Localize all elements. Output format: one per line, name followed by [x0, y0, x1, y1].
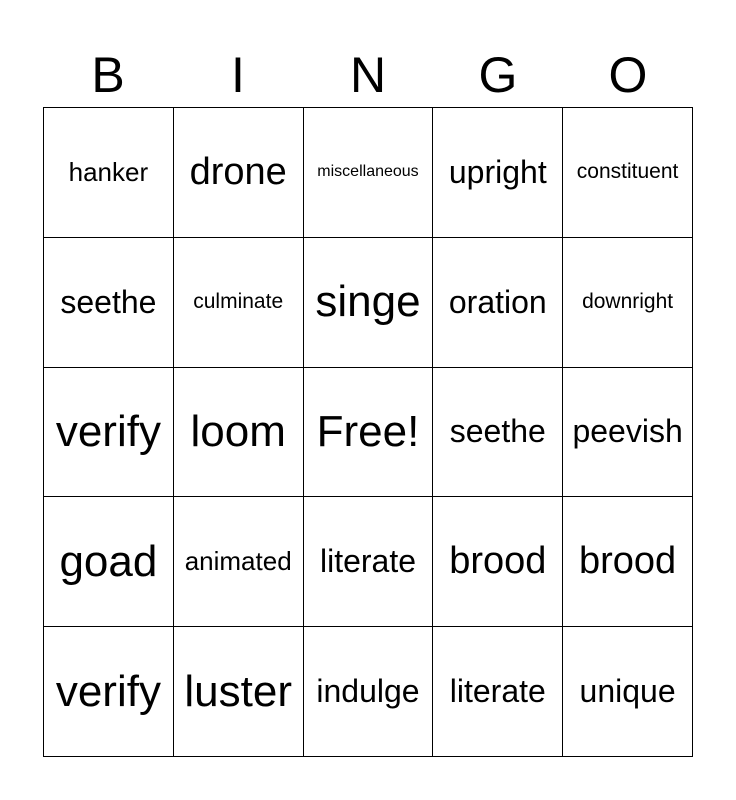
bingo-cell-r4-c4[interactable]: brood [433, 497, 563, 627]
bingo-cell-r1-c4[interactable]: upright [433, 108, 563, 238]
header-letter-o: O [608, 47, 648, 103]
bingo-cell-r2-c2[interactable]: culminate [174, 238, 304, 368]
header-letter-g: G [478, 47, 518, 103]
bingo-cell-r5-c5[interactable]: unique [563, 627, 693, 757]
bingo-cell-r5-c1[interactable]: verify [44, 627, 174, 757]
bingo-cell-r1-c5[interactable]: constituent [563, 108, 693, 238]
bingo-grid [43, 107, 693, 757]
bingo-cell-r5-c4[interactable]: literate [433, 627, 563, 757]
bingo-cell-r3-c1[interactable]: verify [44, 368, 174, 498]
bingo-cell-r4-c2[interactable]: animated [174, 497, 304, 627]
bingo-cell-r2-c4[interactable]: oration [433, 238, 563, 368]
bingo-header [43, 44, 693, 106]
bingo-cell-r2-c3[interactable]: singe [304, 238, 434, 368]
bingo-cell-r4-c5[interactable]: brood [563, 497, 693, 627]
bingo-cell-r1-c1[interactable]: hanker [44, 108, 174, 238]
bingo-cell-r4-c1[interactable]: goad [44, 497, 174, 627]
bingo-cell-r2-c1[interactable]: seethe [44, 238, 174, 368]
bingo-cell-r5-c2[interactable]: luster [174, 627, 304, 757]
bingo-cell-r3-c2[interactable]: loom [174, 368, 304, 498]
bingo-cell-r1-c3[interactable]: miscellaneous [304, 108, 434, 238]
bingo-cell-r4-c3[interactable]: literate [304, 497, 434, 627]
bingo-cell-r5-c3[interactable]: indulge [304, 627, 434, 757]
bingo-cell-free[interactable]: Free! [304, 368, 434, 498]
bingo-cell-r1-c2[interactable]: drone [174, 108, 304, 238]
bingo-cell-r3-c4[interactable]: seethe [433, 368, 563, 498]
header-letter-b: B [91, 47, 125, 103]
bingo-cell-r3-c5[interactable]: peevish [563, 368, 693, 498]
header-letter-i: I [231, 47, 245, 103]
bingo-cell-r2-c5[interactable]: downright [563, 238, 693, 368]
header-letter-n: N [349, 47, 387, 103]
